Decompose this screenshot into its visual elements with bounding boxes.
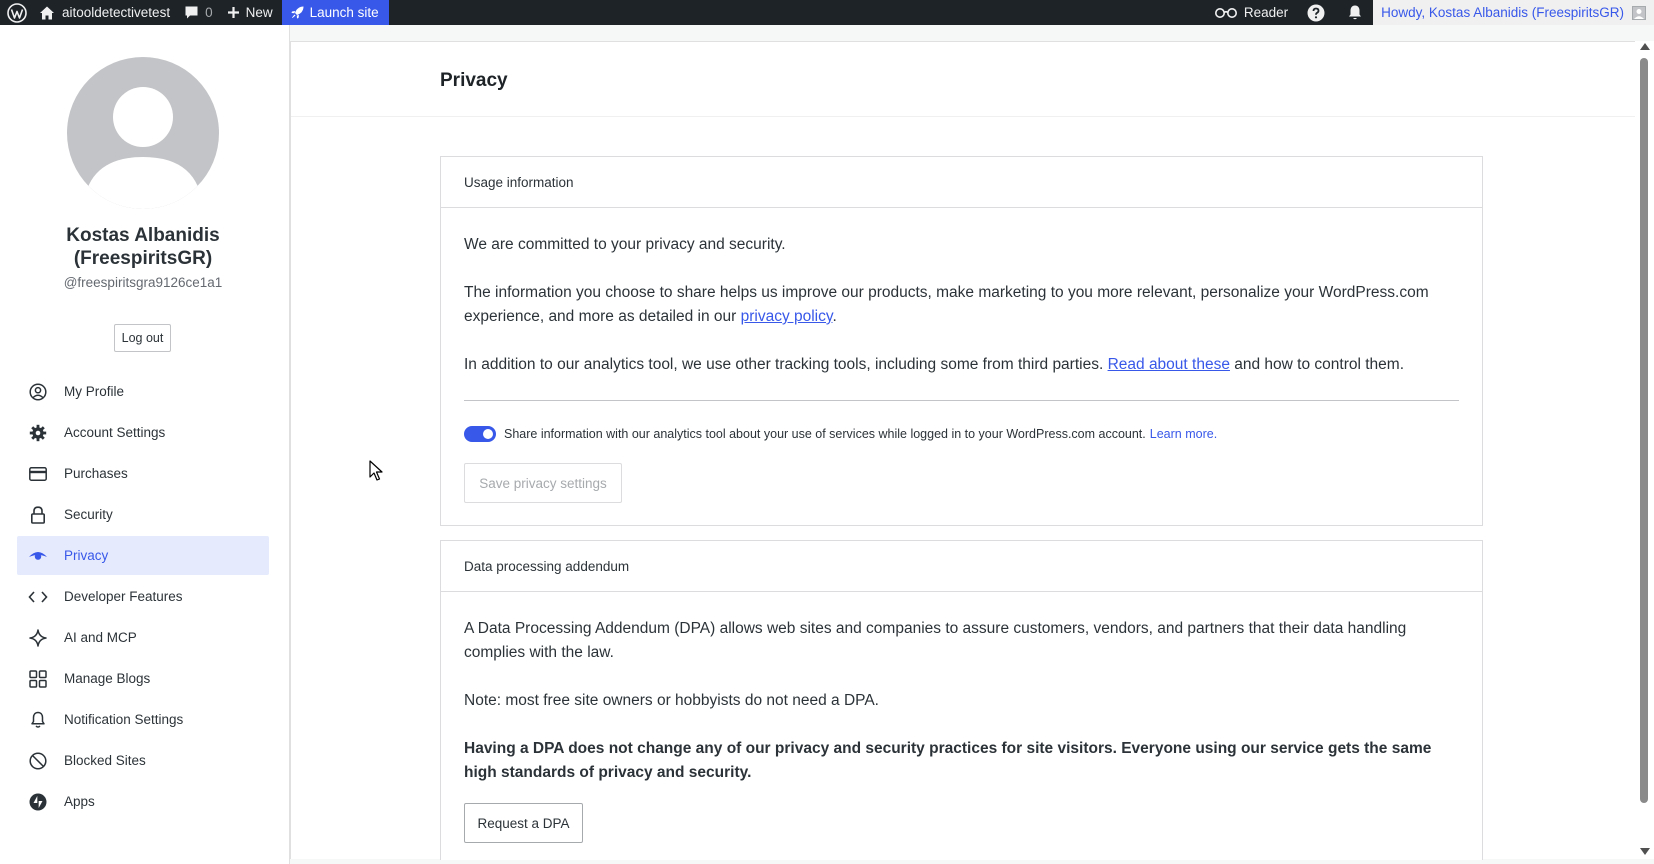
- profile-name: Kostas Albanidis (FreespiritsGR): [66, 225, 220, 269]
- wordpress-logo-icon[interactable]: [0, 0, 35, 25]
- dpa-card-header: Data processing addendum: [441, 541, 1482, 592]
- sidebar-item-purchases[interactable]: [17, 454, 269, 493]
- sidebar-item-blocked-sites[interactable]: [17, 741, 269, 780]
- dpa-paragraph-3: Having a DPA does not change any of our privacy and security practices for site visitors. Everyone using our service gets the same high standards of privacy and security.: [464, 740, 1432, 781]
- analytics-toggle[interactable]: [464, 426, 496, 442]
- howdy-label: Howdy, Kostas Albanidis (FreespiritsGR): [1381, 5, 1624, 20]
- credit-card-icon: [28, 464, 48, 484]
- sidebar-item-apps[interactable]: [17, 782, 269, 821]
- notifications-bell-icon[interactable]: [1337, 0, 1373, 25]
- usage-paragraph-3: [464, 353, 1464, 377]
- usage-information-card: [440, 156, 1483, 526]
- dpa-paragraph-1: A Data Processing Addendum (DPA) allows web sites and companies to assure customers, vendors, and partners that their data handling complies with the law.: [464, 620, 1407, 661]
- comment-bubble-icon: [184, 5, 199, 20]
- sidebar-item-developer-features[interactable]: [17, 577, 269, 616]
- dpa-paragraph-2: Note: most free site owners or hobbyists do not need a DPA.: [464, 692, 879, 709]
- usage-paragraph-2-text: The information you choose to share helps us improve our products, make marketing to you more relevant, personalize your WordPress.com experience, and more as detailed in our: [464, 284, 1429, 325]
- sidebar-item-label: Security: [64, 507, 113, 522]
- sidebar-item-label: Purchases: [64, 466, 128, 481]
- sidebar-item-label: AI and MCP: [64, 630, 137, 645]
- sidebar-item-label: Manage Blogs: [64, 671, 151, 686]
- eye-icon: [28, 546, 48, 566]
- sidebar-item-label: My Profile: [64, 384, 125, 399]
- main-content: [290, 41, 1635, 859]
- avatar-mini-icon: [1632, 6, 1646, 20]
- reader-link[interactable]: [1207, 0, 1295, 25]
- bell-icon: [28, 710, 48, 730]
- save-privacy-settings-button[interactable]: Save privacy settings: [464, 463, 622, 503]
- privacy-policy-link[interactable]: privacy policy: [740, 308, 833, 325]
- sparkle-icon: [28, 628, 48, 648]
- data-processing-addendum-card: [440, 540, 1483, 860]
- lock-icon: [28, 505, 48, 525]
- howdy-account-menu[interactable]: [1373, 0, 1654, 25]
- scrollbar-thumb[interactable]: [1640, 58, 1648, 803]
- title-divider: [291, 116, 1636, 117]
- comments-link[interactable]: [177, 0, 220, 25]
- launch-site-label: Launch site: [309, 5, 379, 20]
- page-title: Privacy: [440, 70, 508, 91]
- sidebar-item-label: Apps: [64, 794, 95, 809]
- gear-icon: [28, 423, 48, 443]
- sidebar-item-account-settings[interactable]: [17, 413, 269, 452]
- glasses-icon: [1214, 7, 1238, 19]
- sidebar: [0, 25, 290, 864]
- usage-paragraph-2: [464, 281, 1464, 329]
- sidebar-item-manage-blogs[interactable]: [17, 659, 269, 698]
- grid-icon: [28, 669, 48, 689]
- launch-site-button[interactable]: [282, 0, 389, 25]
- toggle-knob: [483, 429, 493, 439]
- analytics-toggle-row: [464, 422, 1217, 446]
- new-content-link[interactable]: [220, 0, 280, 25]
- learn-more-link[interactable]: Learn more.: [1149, 427, 1218, 441]
- site-name-label: aitooldetectivetest: [62, 5, 171, 20]
- help-icon[interactable]: [1295, 0, 1337, 25]
- plus-icon: [227, 6, 240, 19]
- logout-button[interactable]: Log out: [114, 324, 171, 352]
- sidebar-item-my-profile[interactable]: [17, 372, 269, 411]
- block-icon: [28, 751, 48, 771]
- sidebar-item-privacy[interactable]: [17, 536, 269, 575]
- reader-label: Reader: [1243, 5, 1289, 20]
- usage-card-header: Usage information: [441, 157, 1482, 208]
- usage-paragraph-1: We are committed to your privacy and security.: [464, 236, 786, 253]
- home-icon: [39, 5, 55, 21]
- new-label: New: [245, 5, 273, 20]
- page-scrollbar[interactable]: [1635, 41, 1654, 859]
- sidebar-item-security[interactable]: [17, 495, 269, 534]
- admin-bar: [0, 0, 1654, 25]
- scroll-up-arrow-icon[interactable]: [1640, 43, 1650, 50]
- default-user-icon: [67, 57, 219, 209]
- sidebar-item-label: Developer Features: [64, 589, 183, 604]
- sidebar-nav: [17, 372, 269, 823]
- sidebar-item-notification-settings[interactable]: [17, 700, 269, 739]
- comment-count: 0: [205, 5, 213, 20]
- jetpack-icon: [28, 792, 48, 812]
- profile-avatar[interactable]: [67, 57, 219, 209]
- sidebar-item-label: Account Settings: [64, 425, 166, 440]
- sidebar-item-label: Privacy: [64, 548, 109, 563]
- usage-divider: [464, 400, 1459, 401]
- usage-paragraph-3-end: and how to control them.: [1229, 356, 1404, 373]
- analytics-toggle-label: Share information with our analytics tool about your use of services while logged in to your WordPress.com account.: [504, 427, 1146, 441]
- code-icon: [28, 587, 48, 607]
- site-name-link[interactable]: [35, 0, 177, 25]
- usage-paragraph-2-end: .: [832, 308, 837, 325]
- read-about-these-link[interactable]: Read about these: [1107, 356, 1230, 373]
- sidebar-item-label: Blocked Sites: [64, 753, 146, 768]
- request-dpa-button[interactable]: Request a DPA: [464, 803, 583, 843]
- profile-handle: @freespiritsgra9126ce1a1: [63, 275, 223, 290]
- sidebar-item-label: Notification Settings: [64, 712, 184, 727]
- rocket-icon: [290, 5, 305, 20]
- mouse-cursor-icon: [369, 460, 383, 487]
- usage-paragraph-3-text: In addition to our analytics tool, we use other tracking tools, including some from third parties.: [464, 356, 1108, 373]
- sidebar-item-ai-and-mcp[interactable]: [17, 618, 269, 657]
- scroll-down-arrow-icon[interactable]: [1640, 848, 1650, 855]
- user-circle-icon: [28, 382, 48, 402]
